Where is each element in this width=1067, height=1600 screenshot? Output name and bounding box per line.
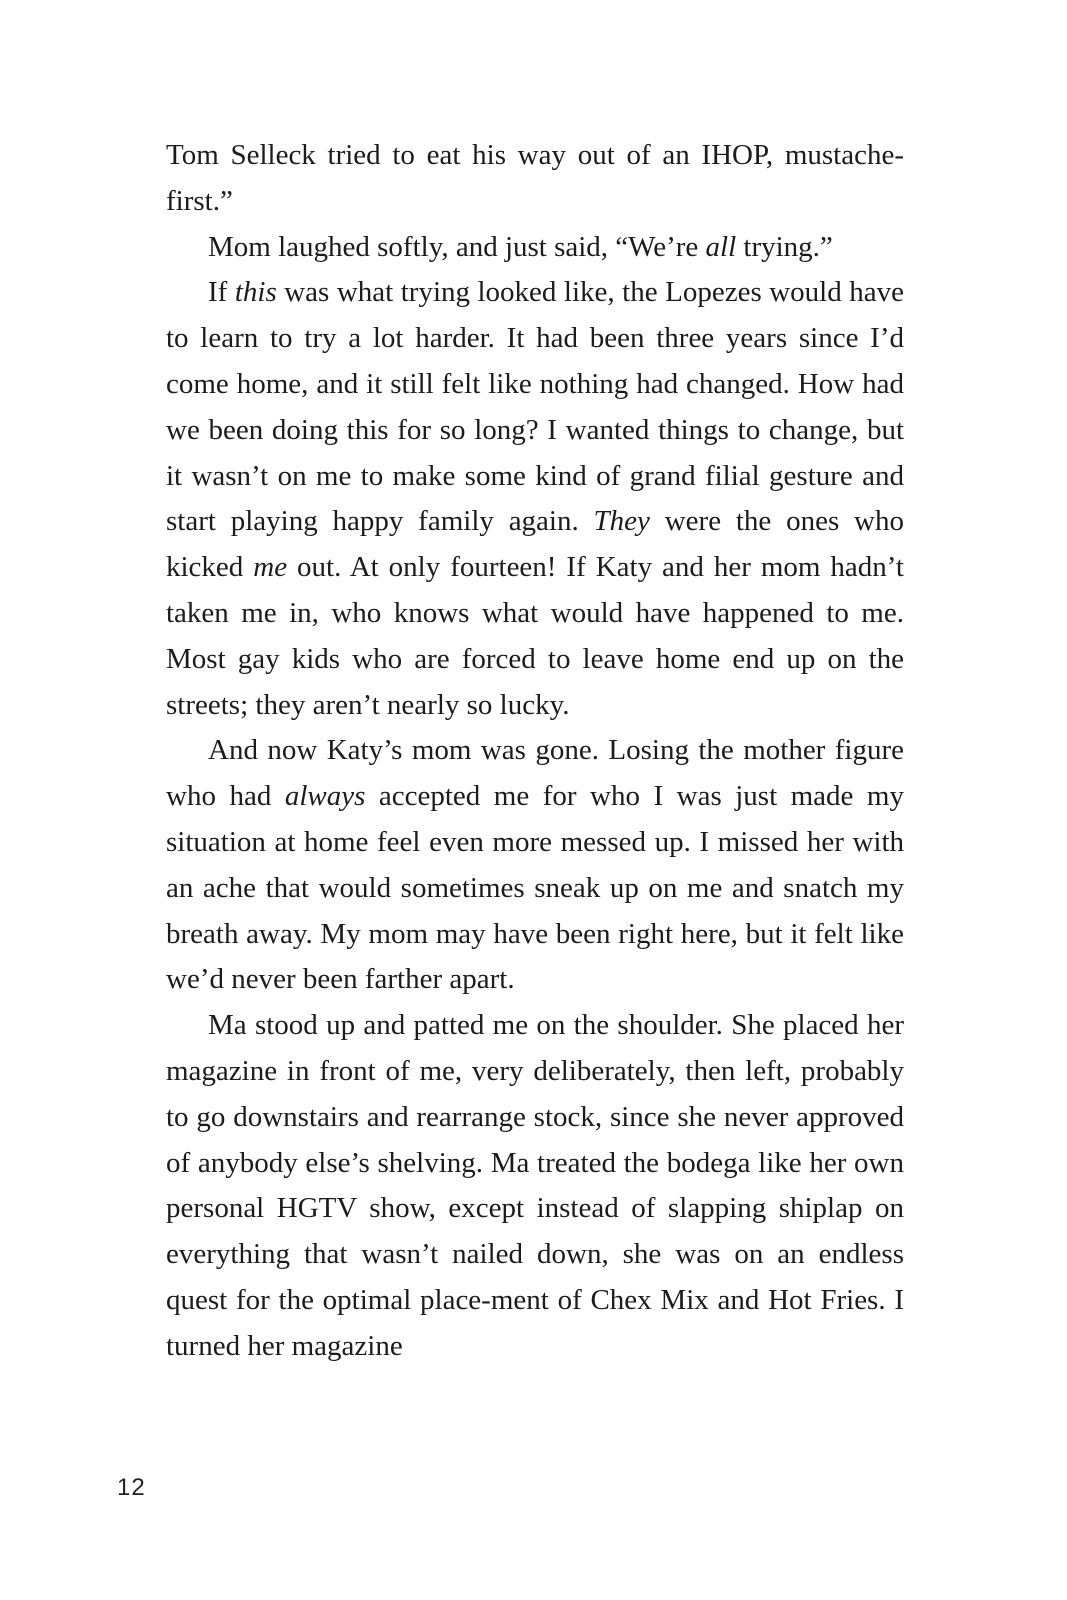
paragraph-text: accepted me for who I was just made my situation at home feel even more messed up. I missed her with an ache that would sometimes sneak up on me and snatch my breath away. My mom may have been right here, but it felt like we’d never been farther apart. [166, 780, 904, 996]
paragraph-text: If [208, 276, 235, 309]
paragraph-text: were the ones who kicked [166, 505, 904, 584]
italic-text: They [593, 505, 650, 538]
paragraph-text: out. At only fourteen! If Katy and her mom hadn’t taken me in, who knows what would have happened to me. Most gay kids who are forced to leave home end up on the streets; they aren’t nearly so lucky. [166, 551, 904, 721]
paragraph [166, 225, 904, 271]
paragraph [166, 270, 904, 728]
page-number: 12 [117, 1474, 146, 1501]
paragraph-text: Mom laughed softly, and just said, “We’re [208, 230, 706, 263]
italic-text: me [253, 551, 288, 584]
paragraph [166, 728, 904, 1003]
italic-text: this [234, 276, 277, 309]
italic-text: all [705, 230, 737, 263]
paragraph-text: Ma stood up and patted me on the shoulder. She placed her magazine in front of me, very deliberately, then left, probably to go downstairs and rearrange stock, since she never approved of anybody else’s shelving. Ma treated the bodega like her own personal HGTV show, except instead of slapping shiplap on everything that wasn’t nailed down, she was on an endless quest for the optimal place-ment of Chex Mix and Hot Fries. I turned her magazine [166, 1009, 904, 1362]
paragraph [166, 133, 904, 225]
paragraph-text: trying.” [736, 230, 833, 263]
paragraph-text: was what trying looked like, the Lopezes would have to learn to try a lot harder. It had been three years since I’d come home, and it still felt like nothing had changed. How had we been doing this for so long? I wanted things to change, but it wasn’t on me to make some kind of grand filial gesture and start playing happy family again. [166, 276, 904, 538]
paragraph-text: Tom Selleck tried to eat his way out of an IHOP, mustache-first.” [166, 139, 904, 217]
body-text [166, 133, 904, 1370]
paragraph [166, 1003, 904, 1369]
italic-text: always [284, 780, 366, 813]
paragraph-text: And now Katy’s mom was gone. Losing the mother figure who had [166, 734, 904, 813]
